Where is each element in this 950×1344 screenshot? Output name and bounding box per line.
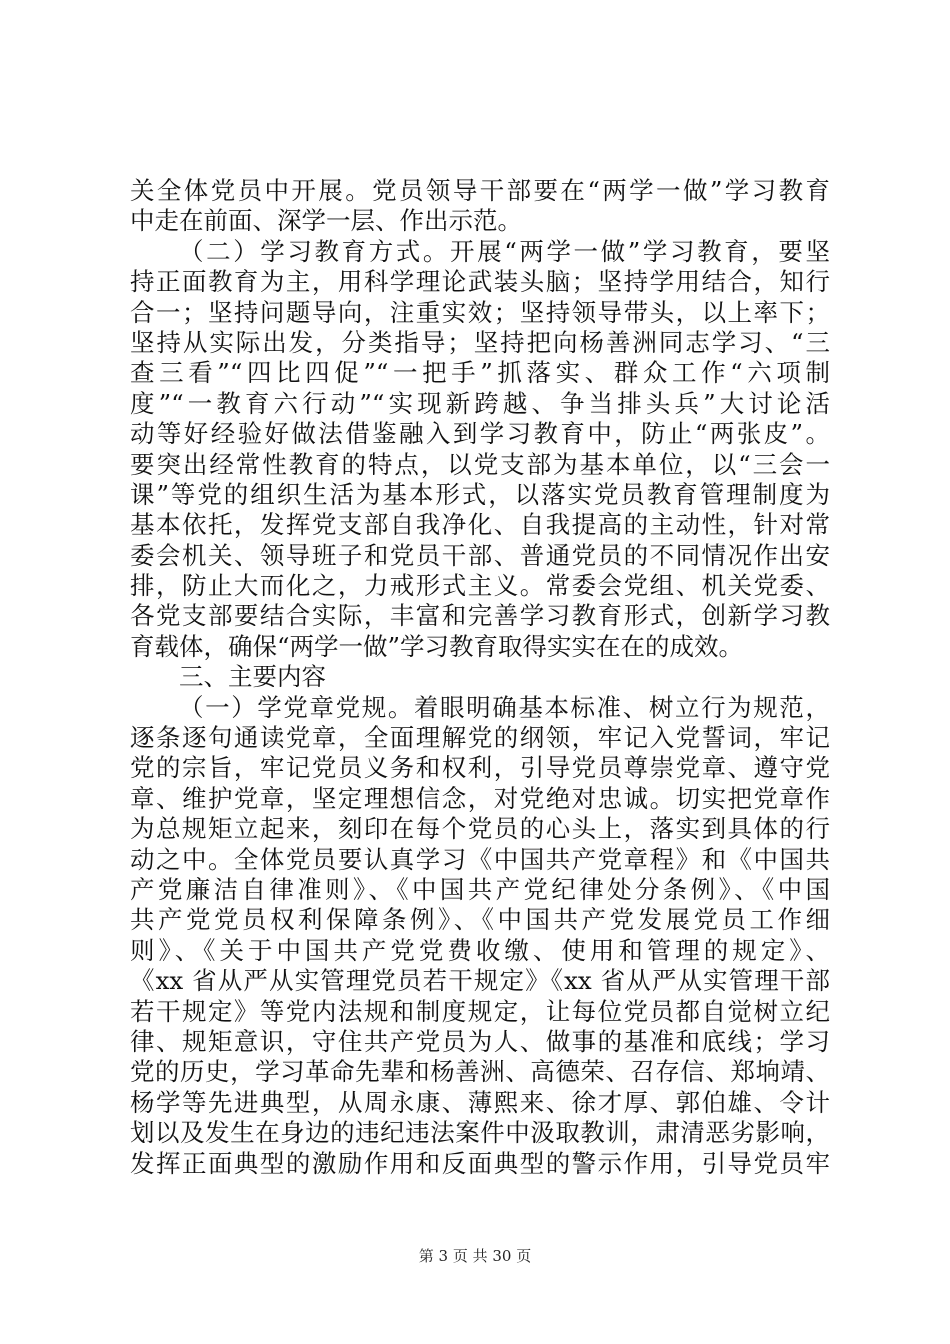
text-line: 逐条逐句通读党章，全面理解党的纲领，牢记入党誓词，牢记 [130,723,830,753]
text-line: 排，防止大而化之，力戒形式主义。常委会党组、机关党委、 [130,571,830,601]
text-line: 三、主要内容 [179,662,326,692]
text-line: 基本依托，发挥党支部自我净化、自我提高的主动性，针对常 [130,510,830,540]
text-line: 委会机关、领导班子和党员干部、普通党员的不同情况作出安 [130,540,830,570]
page-number-footer: 第 3 页 共 30 页 [418,1247,532,1265]
text-line: 律、规矩意识，守住共产党员为人、做事的基准和底线；学习 [130,1026,830,1056]
text-line: 合一；坚持问题导向，注重实效；坚持领导带头，以上率下； [130,297,830,327]
text-line: 产党廉洁自律准则》、《中国共产党纪律处分条例》、《中国 [130,874,830,904]
text-line: 持正面教育为主，用科学理论武装头脑；坚持学用结合，知行 [130,267,830,297]
text-line: 坚持从实际出发，分类指导；坚持把向杨善洲同志学习、“三 [130,327,830,357]
text-line: 党的宗旨，牢记党员义务和权利，引导党员尊崇党章、遵守党 [130,753,830,783]
text-line: 共产党党员权利保障条例》、《中国共产党发展党员工作细 [130,905,830,935]
text-line: 《xx 省从严从实管理党员若干规定》《xx 省从严从实管理干部 [130,966,830,996]
text-line: 查三看”“四比四促”“一把手”抓落实、群众工作“六项制 [130,358,830,388]
text-line: 发挥正面典型的激励作用和反面典型的警示作用，引导党员牢 [130,1148,830,1178]
text-line: 党的历史，学习革命先辈和杨善洲、高德荣、召存信、郑垧靖、 [130,1057,830,1087]
text-line: 杨学等先进典型，从周永康、薄熙来、徐才厚、郭伯雄、令计 [130,1087,830,1117]
text-line: 中走在前面、深学一层、作出示范。 [130,206,522,236]
text-line: 为总规矩立起来，刻印在每个党员的心头上，落实到具体的行 [130,814,830,844]
text-line: 度”“一教育六行动”“实现新跨越、争当排头兵”大讨论活 [130,388,830,418]
text-line: 各党支部要结合实际，丰富和完善学习教育形式，创新学习教 [130,601,830,631]
text-line: 动等好经验好做法借鉴融入到学习教育中，防止“两张皮”。 [130,419,830,449]
body-text [130,176,830,1179]
text-line: 则》、《关于中国共产党党费收缴、使用和管理的规定》、 [130,935,830,965]
text-line: 要突出经常性教育的特点，以党支部为基本单位，以“三会一 [130,449,830,479]
text-line: （二）学习教育方式。开展“两学一做”学习教育，要坚 [179,236,830,266]
text-line: 动之中。全体党员要认真学习《中国共产党章程》和《中国共 [130,844,830,874]
text-line: 关全体党员中开展。党员领导干部要在“两学一做”学习教育 [130,176,830,205]
text-line: （一）学党章党规。着眼明确基本标准、树立行为规范， [179,692,830,722]
text-line: 划以及发生在身边的违纪违法案件中汲取教训，肃清恶劣影响， [130,1118,830,1148]
text-line: 若干规定》等党内法规和制度规定，让每位党员都自觉树立纪 [130,996,830,1026]
text-line: 章、维护党章，坚定理想信念，对党绝对忠诚。切实把党章作 [130,783,830,813]
text-line: 育载体，确保“两学一做”学习教育取得实实在在的成效。 [130,631,744,661]
text-line: 课”等党的组织生活为基本形式，以落实党员教育管理制度为 [130,479,830,509]
